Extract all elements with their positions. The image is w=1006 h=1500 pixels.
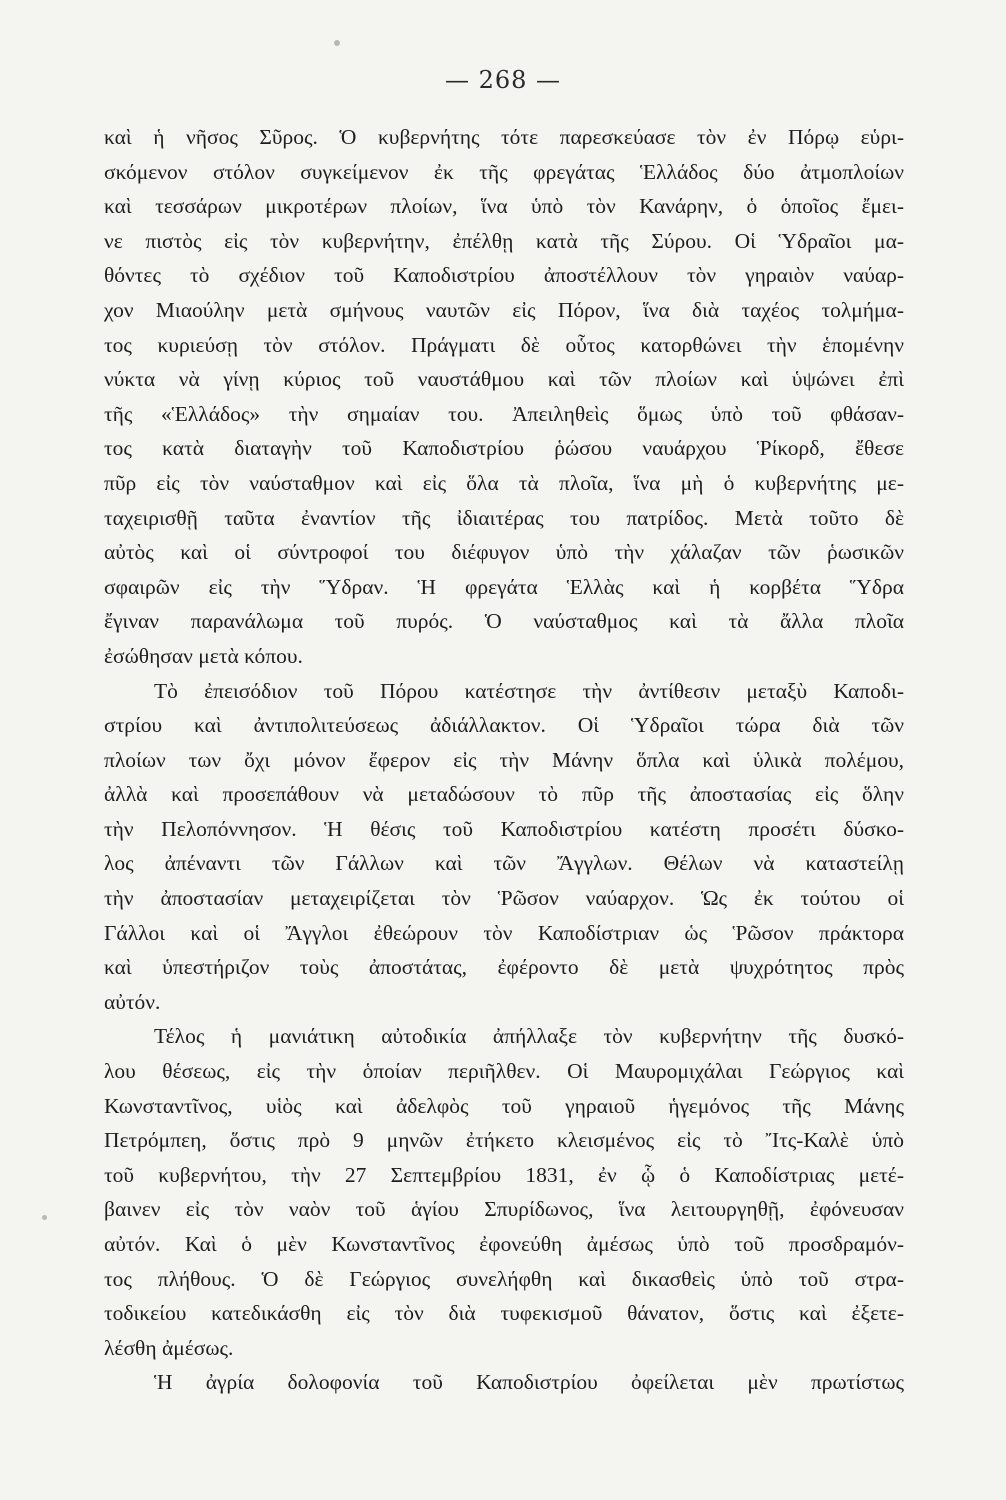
- text-line: λος ἀπέναντι τῶν Γάλλων καὶ τῶν Ἄγγλων. Θέλων νὰ καταστείλῃ: [104, 851, 904, 876]
- text-line: σφαιρῶν εἰς τὴν Ὕδραν. Ἡ φρεγάτα Ἑλλὰς καὶ ἡ κορβέτα Ὕδρα: [104, 574, 904, 599]
- text-line: τὴν ἀποστασίαν μεταχειρίζεται τὸν Ῥῶσον ναύαρχον. Ὡς ἐκ τούτου οἱ: [104, 886, 904, 911]
- text-line: τοδικείου κατεδικάσθη εἰς τὸν διὰ τυφεκισμοῦ θάνατον, ὅστις καὶ ἐξετε-: [104, 1301, 904, 1326]
- text-line: νε πιστὸς εἰς τὸν κυβερνήτην, ἐπέλθῃ κατὰ τῆς Σύρου. Οἱ Ὑδραῖοι μα-: [104, 228, 904, 253]
- text-line: ἔγιναν παρανάλωμα τοῦ πυρός. Ὁ ναύσταθμος καὶ τὰ ἄλλα πλοῖα: [104, 609, 904, 634]
- text-line: νύκτα νὰ γίνῃ κύριος τοῦ ναυστάθμου καὶ τῶν πλοίων καὶ ὑψώνει ἐπὶ: [104, 367, 904, 392]
- text-line: λου θέσεως, εἰς τὴν ὁποίαν περιῆλθεν. Οἱ Μαυρομιχάλαι Γεώργιος καὶ: [104, 1059, 904, 1084]
- text-line: Τέλος ἡ μανιάτικη αὐτοδικία ἀπήλλαξε τὸν κυβερνήτην τῆς δυσκό-: [154, 1024, 904, 1049]
- text-line: βαινεν εἰς τὸν ναὸν τοῦ ἁγίου Σπυρίδωνος, ἵνα λειτουργηθῇ, ἐφόνευσαν: [104, 1197, 904, 1222]
- text-line: τος κυριεύσῃ τὸν στόλον. Πράγματι δὲ οὗτος κατορθώνει τὴν ἑπομένην: [104, 332, 904, 357]
- text-line: καὶ ὑπεστήριζον τοὺς ἀποστάτας, ἐφέροντο δὲ μετὰ ψυχρότητος πρὸς: [104, 955, 904, 980]
- text-line: τος κατὰ διαταγὴν τοῦ Καποδιστρίου ῥώσου ναυάρχου Ῥίκορδ, ἔθεσε: [104, 436, 904, 461]
- text-line: Πετρόμπεη, ὅστις πρὸ 9 μηνῶν ἐτήκετο κλεισμένος εἰς τὸ Ἴτς-Καλὲ ὑπὸ: [104, 1128, 904, 1153]
- paper-speck: [42, 1215, 47, 1220]
- text-line: ταχειρισθῇ ταῦτα ἐναντίον τῆς ἰδιαιτέρας του πατρίδος. Μετὰ τοῦτο δὲ: [104, 505, 904, 530]
- text-line: Τὸ ἐπεισόδιον τοῦ Πόρου κατέστησε τὴν ἀντίθεσιν μεταξὺ Καποδι-: [154, 678, 904, 703]
- text-line: αὐτόν. Καὶ ὁ μὲν Κωνσταντῖνος ἐφονεύθη ἀμέσως ὑπὸ τοῦ προσδραμόν-: [104, 1232, 904, 1256]
- text-line: σκόμενον στόλον συγκείμενον ἐκ τῆς φρεγάτας Ἑλλάδος δύο ἀτμοπλοίων: [104, 159, 904, 184]
- text-line: τοῦ κυβερνήτου, τὴν 27 Σεπτεμβρίου 1831, ἐν ᾧ ὁ Καποδίστριας μετέ-: [104, 1162, 904, 1187]
- text-line: αὐτὸς καὶ οἱ σύντροφοί του διέφυγον ὑπὸ τὴν χάλαζαν τῶν ῥωσικῶν: [104, 540, 904, 565]
- text-line: καὶ ἡ νῆσος Σῦρος. Ὁ κυβερνήτης τότε παρεσκεύασε τὸν ἐν Πόρῳ εὑρι-: [104, 125, 904, 149]
- text-line: καὶ τεσσάρων μικροτέρων πλοίων, ἵνα ὑπὸ τὸν Κανάρην, ὁ ὁποῖος ἔμει-: [104, 194, 904, 219]
- text-line: πῦρ εἰς τὸν ναύσταθμον καὶ εἰς ὅλα τὰ πλοῖα, ἵνα μὴ ὁ κυβερνήτης με-: [104, 470, 904, 495]
- paper-speck: [334, 40, 340, 46]
- text-line: θόντες τὸ σχέδιον τοῦ Καποδιστρίου ἀποστέλλουν τὸν γηραιὸν ναύαρ-: [104, 263, 904, 288]
- text-line: τῆς «Ἑλλάδος» τὴν σημαίαν του. Ἀπειληθεὶς ὅμως ὑπὸ τοῦ φθάσαν-: [104, 401, 904, 426]
- text-line: χον Μιαούλην μετὰ σμήνους ναυτῶν εἰς Πόρον, ἵνα διὰ ταχέος τολμήμα-: [104, 297, 904, 322]
- text-line: τὴν Πελοπόννησον. Ἡ θέσις τοῦ Καποδιστρίου κατέστη προσέτι δύσκο-: [104, 816, 904, 841]
- text-line: Γάλλοι καὶ οἱ Ἄγγλοι ἐθεώρουν τὸν Καποδίστριαν ὡς Ῥῶσον πράκτορα: [104, 920, 904, 945]
- text-line: ἐσώθησαν μετὰ κόπου.: [104, 643, 303, 668]
- text-line: τος πλήθους. Ὁ δὲ Γεώργιος συνελήφθη καὶ δικασθεὶς ὑπὸ τοῦ στρα-: [104, 1266, 904, 1291]
- text-line: αὐτόν.: [104, 989, 161, 1014]
- body-text: [104, 120, 904, 1400]
- text-line: Κωνσταντῖνος, υἱὸς καὶ ἀδελφὸς τοῦ γηραιοῦ ἡγεμόνος τῆς Μάνης: [104, 1093, 904, 1118]
- text-line: λέσθη ἀμέσως.: [104, 1335, 234, 1360]
- page-number: — 268 —: [444, 66, 562, 94]
- text-line: πλοίων των ὄχι μόνον ἔφερον εἰς τὴν Μάνην ὅπλα καὶ ὑλικὰ πολέμου,: [104, 747, 904, 772]
- text-line: Ἡ ἀγρία δολοφονία τοῦ Καποδιστρίου ὀφείλεται μὲν πρωτίστως: [154, 1370, 904, 1395]
- text-line: ἀλλὰ καὶ προσεπάθουν νὰ μεταδώσουν τὸ πῦρ τῆς ἀποστασίας εἰς ὅλην: [104, 782, 904, 807]
- text-line: στρίου καὶ ἀντιπολιτεύσεως ἀδιάλλακτον. Οἱ Ὑδραῖοι τώρα διὰ τῶν: [104, 713, 904, 738]
